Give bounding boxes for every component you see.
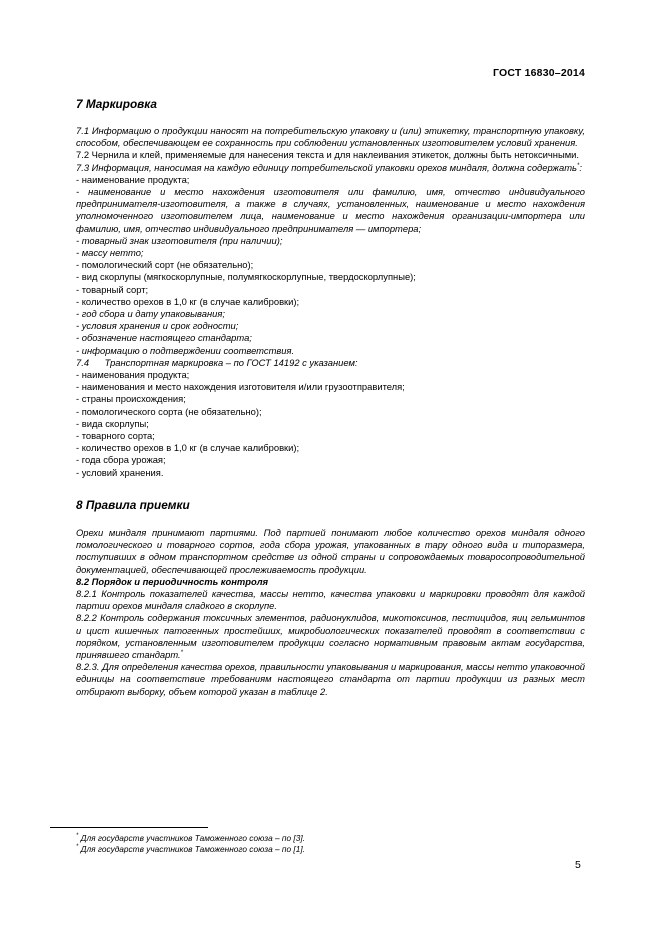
list-item: - помологического сорта (не обязательно); bbox=[76, 405, 262, 417]
list-item: - наименования продукта; bbox=[76, 369, 190, 381]
list-item: - массу нетто; bbox=[76, 247, 144, 259]
list-item: - вид скорлупы (мягкоскорлупные, полумягкоскорлупные, твердоскорлупные); bbox=[76, 271, 416, 283]
list-item: - год сбора и дату упаковывания; bbox=[76, 308, 225, 320]
paragraph-8-2-3: 8.2.3. Для определения качества орехов, правильности упаковывания и маркирования, массы нетто упаковочной единицы на соответствие требованиям настоящего стандарта от партии продукции из разных мест отбирают выборку, объем которой указан в таблице 2. bbox=[76, 661, 585, 697]
list-7-4 bbox=[76, 369, 585, 479]
list-item: - условия хранения и срок годности; bbox=[76, 320, 239, 332]
paragraph-7-4: 7.4 Транспортная маркировка – по ГОСТ 14192 с указанием: bbox=[76, 356, 358, 368]
section-7-heading: 7 Маркировка bbox=[76, 97, 157, 111]
list-7-3 bbox=[76, 174, 585, 357]
list-item: - страны происхождения; bbox=[76, 393, 186, 405]
list-item: - наименование и место нахождения изготовителя или фамилию, имя, отчество индивидуального предпринимателя-изготовителя, а также в случаях, установленных, наименование и место нахождения уполномоченного изготовителем лица, наименование и место нахождения организации-импортера или фамилию, имя, отчество индивидуального предпринимателя — импортера; bbox=[76, 186, 585, 234]
footnote-separator bbox=[50, 827, 208, 828]
list-item: - наименования и место нахождения изготовителя и/или грузоотправителя; bbox=[76, 381, 405, 393]
list-item: - количество орехов в 1,0 кг (в случае калибровки); bbox=[76, 295, 300, 307]
list-item: - информацию о подтверждении соответствия. bbox=[76, 344, 295, 356]
page-number: 5 bbox=[575, 859, 581, 871]
list-item: - наименование продукта; bbox=[76, 173, 190, 185]
list-item: - условий хранения. bbox=[76, 466, 164, 478]
paragraph-8-2-1: 8.2.1 Контроль показателей качества, массы нетто, качества упаковки и маркировки проводят для каждой партии орехов миндаля сладкого в скорлупе. bbox=[76, 587, 585, 612]
list-item: - количество орехов в 1,0 кг (в случае калибровки); bbox=[76, 442, 300, 454]
footnote-item: * Для государств участников Таможенного союза – по [3]. bbox=[76, 833, 305, 843]
footnote-mark: * bbox=[576, 162, 580, 169]
subsection-8-2-heading: 8.2 Порядок и периодичность контроля bbox=[76, 575, 269, 587]
list-item: - товарного сорта; bbox=[76, 430, 155, 442]
paragraph-7-2: 7.2 Чернила и клей, применяемые для нанесения текста и для наклеивания этикеток, должны быть нетоксичными. bbox=[76, 149, 579, 161]
page-content bbox=[76, 97, 585, 698]
paragraph-8-intro: Орехи миндаля принимают партиями. Под партией понимают любое количество орехов миндаля одного помологического и товарного сортов, года сбора урожая, упакованных в тару одного вида и типоразмера, поступивших в одном транспортном средстве из одной страны и сопровождаемых товаросопроводительной документацией, обеспечивающей прослеживаемость продукции. bbox=[76, 526, 585, 575]
footnote-item: * Для государств участников Таможенного союза – по [1]. bbox=[76, 844, 305, 854]
list-item: - года сбора урожая; bbox=[76, 454, 166, 466]
paragraph-8-2-2: 8.2.2 Контроль содержания токсичных элементов, радионуклидов, микотоксинов, пестицидов, яиц гельминтов и цист кишечных патогенных простейших, микробиологических показателей проводят в соответствии с порядком, установленным изготовителем продукции согласно нормативным правовым актам государства, принявшего стандарт.* bbox=[76, 612, 585, 660]
list-item: - обозначение настоящего стандарта; bbox=[76, 332, 252, 344]
paragraph-7-3: 7.3 Информация, наносимая на каждую единицу потребительской упаковки орехов миндаля, должна содержать*: bbox=[76, 161, 582, 173]
document-header: ГОСТ 16830–2014 bbox=[492, 67, 585, 79]
list-item: - помологический сорт (не обязательно); bbox=[76, 259, 254, 271]
footnote-mark: * bbox=[180, 649, 184, 656]
list-item: - товарный сорт; bbox=[76, 283, 149, 295]
paragraph-7-1: 7.1 Информацию о продукции наносят на потребительскую упаковку и (или) этикетку, транспортную упаковку, способом, обеспечивающем ее сохранность при соблюдении установленных изготовителем условий хранения. bbox=[76, 125, 585, 149]
list-item: - вида скорлупы; bbox=[76, 417, 149, 429]
section-8-heading: 8 Правила приемки bbox=[76, 497, 190, 512]
list-item: - товарный знак изготовителя (при наличии); bbox=[76, 234, 283, 246]
footnotes bbox=[76, 833, 305, 855]
